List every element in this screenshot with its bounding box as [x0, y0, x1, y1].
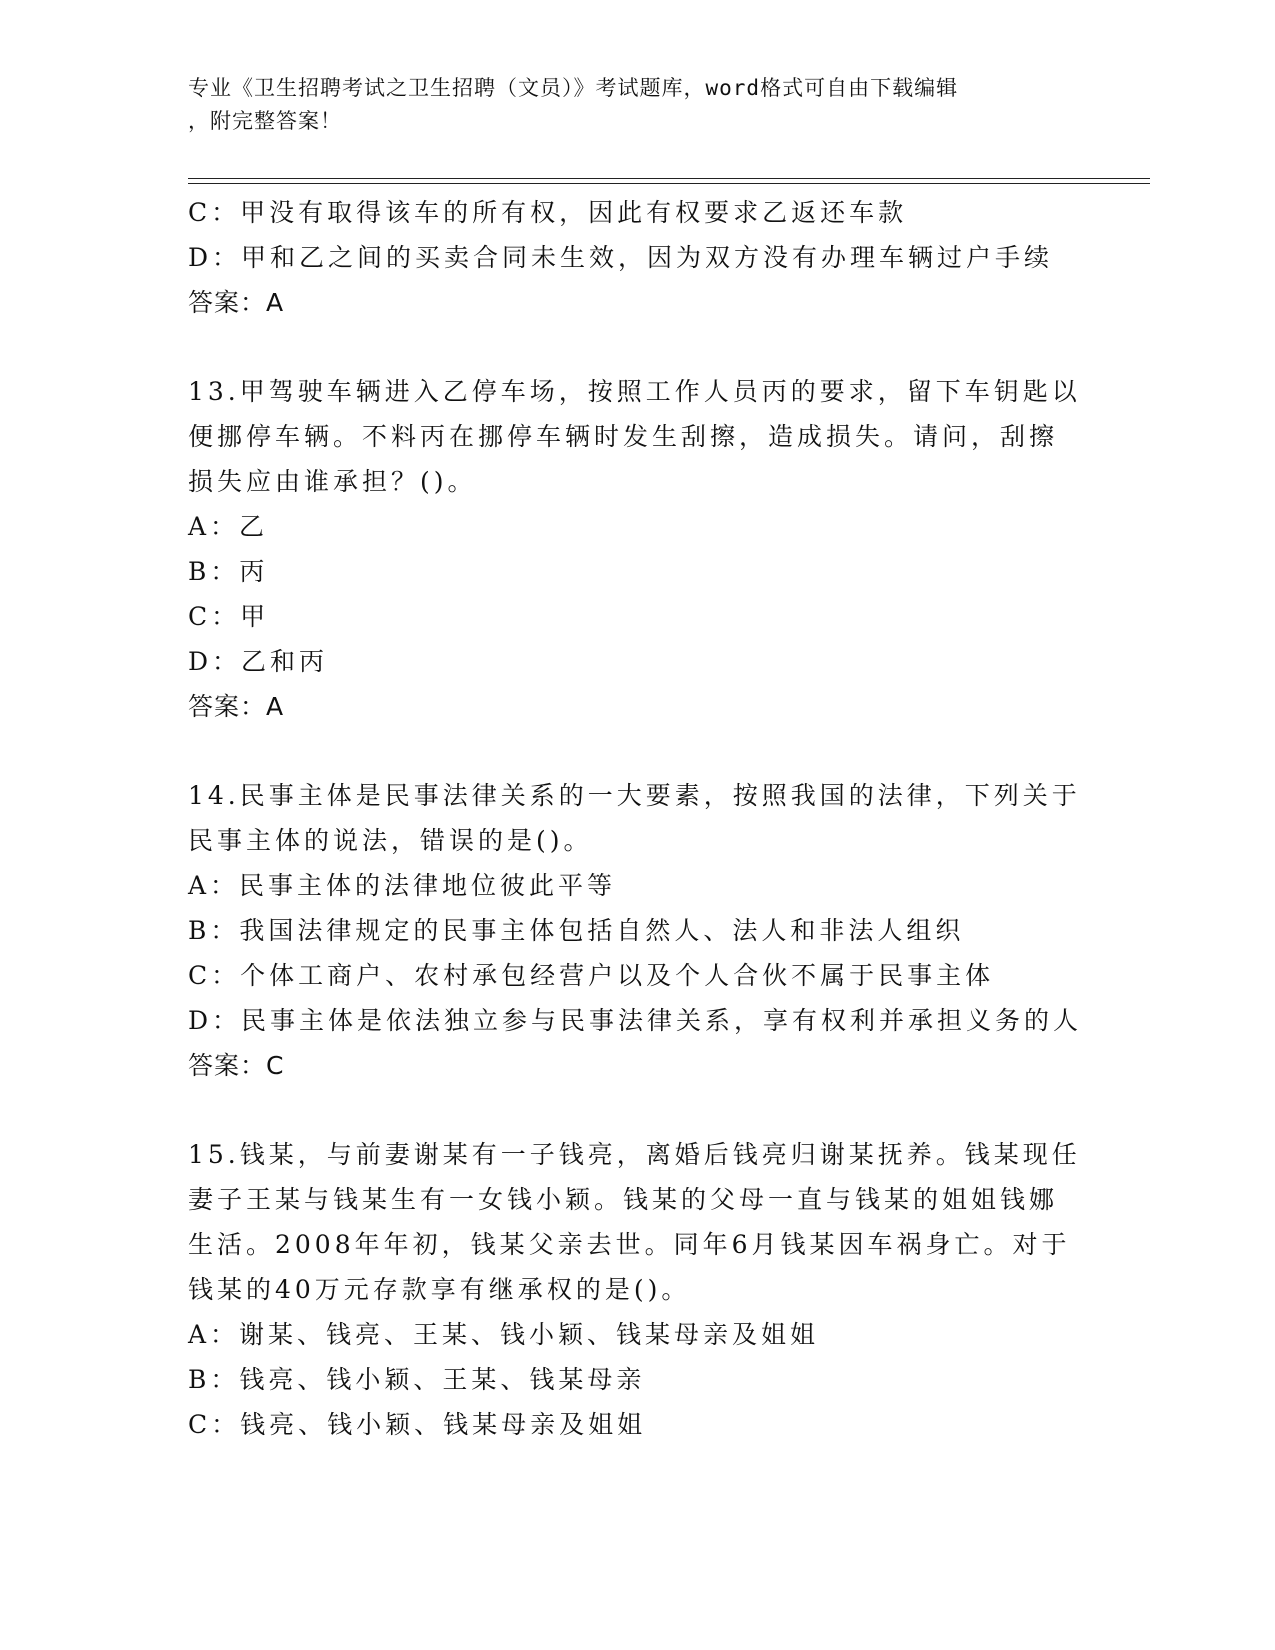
- option-d: D：乙和丙: [188, 647, 329, 676]
- question-13: [188, 369, 1088, 729]
- option-a: A：乙: [188, 512, 269, 541]
- option-a: A：民事主体的法律地位彼此平等: [188, 871, 617, 900]
- option-c: C：钱亮、钱小颖、钱某母亲及姐姐: [188, 1410, 647, 1439]
- answer: 答案：A: [188, 692, 285, 721]
- header-line-1: 专业《卫生招聘考试之卫生招聘（文员）》考试题库，word格式可自由下载编辑: [188, 76, 959, 100]
- option-c: C：个体工商户、农村承包经营户以及个人合伙不属于民事主体: [188, 961, 995, 990]
- option-d: D：民事主体是依法独立参与民事法律关系，享有权利并承担义务的人: [188, 1006, 1083, 1035]
- question-content: [188, 190, 1088, 1447]
- option-c: C：甲没有取得该车的所有权，因此有权要求乙返还车款: [188, 198, 908, 227]
- question-stem-line: 民事主体的说法，错误的是()。: [188, 826, 593, 855]
- header-rule-top: [188, 178, 1150, 179]
- option-b: B：丙: [188, 557, 269, 586]
- question-stem-line: 15.钱某，与前妻谢某有一子钱亮，离婚后钱亮归谢某抚养。钱某现任: [188, 1140, 1081, 1169]
- question-14: [188, 773, 1088, 1088]
- question-stem-line: 13.甲驾驶车辆进入乙停车场，按照工作人员丙的要求，留下车钥匙以: [188, 377, 1081, 406]
- option-b: B：钱亮、钱小颖、王某、钱某母亲: [188, 1365, 646, 1394]
- question-gap: [188, 729, 1088, 773]
- question-stem-line: 14.民事主体是民事法律关系的一大要素，按照我国的法律，下列关于: [188, 781, 1081, 810]
- question-gap: [188, 325, 1088, 369]
- question-stem-line: 妻子王某与钱某生有一女钱小颖。钱某的父母一直与钱某的姐姐钱娜: [188, 1185, 1059, 1214]
- option-a: A：谢某、钱亮、王某、钱小颖、钱某母亲及姐姐: [188, 1320, 820, 1349]
- question-gap: [188, 1088, 1088, 1132]
- question-stem-line: 便挪停车辆。不料丙在挪停车辆时发生刮擦，造成损失。请问，刮擦: [188, 422, 1059, 451]
- header-line-2: ，附完整答案！: [188, 109, 342, 133]
- question-15: [188, 1132, 1088, 1447]
- option-d: D：甲和乙之间的买卖合同未生效，因为双方没有办理车辆过户手续: [188, 243, 1054, 272]
- header-rule-bottom: [188, 183, 1150, 184]
- question-stem-line: 损失应由谁承担？()。: [188, 467, 477, 496]
- option-c: C：甲: [188, 602, 270, 631]
- answer: 答案：A: [188, 288, 285, 317]
- question-stem-line: 钱某的40万元存款享有继承权的是()。: [188, 1275, 691, 1304]
- answer: 答案：C: [188, 1051, 285, 1080]
- option-b: B：我国法律规定的民事主体包括自然人、法人和非法人组织: [188, 916, 965, 945]
- question-12: [188, 190, 1088, 325]
- question-stem-line: 生活。2008年年初，钱某父亲去世。同年6月钱某因车祸身亡。对于: [188, 1230, 1071, 1259]
- page-header: [188, 72, 1068, 138]
